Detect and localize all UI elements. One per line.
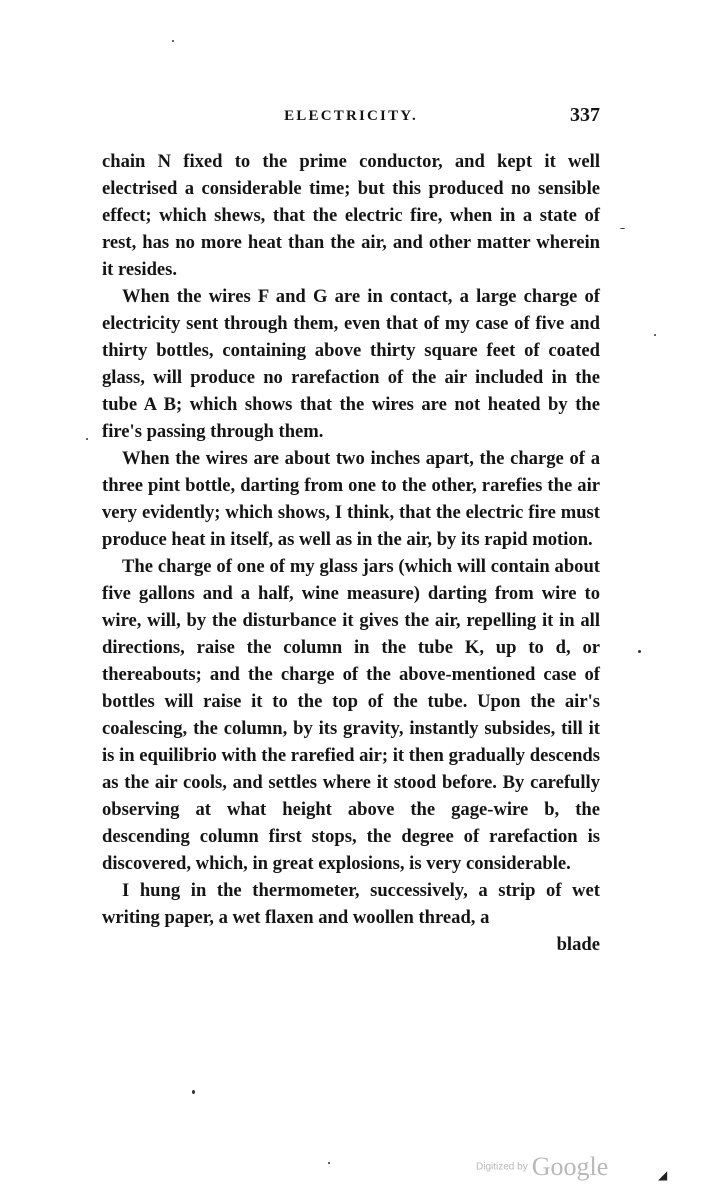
page-number: 337 — [570, 104, 600, 126]
corner-mark-icon: ◢ — [658, 1168, 668, 1182]
paragraph-1: chain N fixed to the prime conductor, and kept it well electrised a considerable time; but this produced no sensible effect; which shews, that the electric fire, when in a state of rest, has no more heat than the air, and other matter wherein it resides. — [102, 151, 600, 280]
ink-speck — [620, 228, 625, 229]
watermark-prefix: Digitized by — [476, 1161, 528, 1173]
body-text — [102, 148, 600, 958]
ink-speck — [328, 1162, 330, 1164]
paragraph-5: I hung in the thermometer, successively, a strip of wet writing paper, a wet flaxen and woollen thread, a — [102, 880, 600, 928]
paragraph-3: When the wires are about two inches apart, the charge of a three pint bottle, darting from one to the other, rarefies the air very evidently; which shows, I think, that the electric fire must produce heat in itself, as well as in the air, by its rapid motion. — [102, 448, 600, 550]
page-header — [102, 104, 600, 134]
ink-speck — [172, 40, 174, 42]
catchword: blade — [556, 934, 600, 955]
paragraph-2: When the wires F and G are in contact, a large charge of electricity sent through them, even that of my case of five and thirty bottles, containing above thirty square feet of coated glass, will produce no rarefaction of the air included in the tube A B; which shows that the wires are not heated by the fire's passing through them. — [102, 286, 600, 442]
running-title: ELECTRICITY. — [284, 108, 418, 124]
watermark-brand: Google — [531, 1152, 609, 1181]
ink-speck — [654, 334, 656, 336]
ink-speck — [192, 1090, 195, 1094]
paragraph-4: The charge of one of my glass jars (which will contain about five gallons and a half, wine measure) darting from wire to wire, will, by the disturbance it gives the air, repelling it in all directions, raise the column in the tube K, up to d, or thereabouts; and the charge of the above-mentioned case of bottles will raise it to the top of the tube. Upon the air's coalescing, the column, by its gravity, instantly subsides, till it is in equilibrio with the rarefied air; it then gradually descends as the air cools, and settles where it stood before. By carefully observing at what height above the gage-wire b, the descending column first stops, the degree of rarefaction is discovered, which, in great explosions, is very considerable. — [102, 556, 600, 874]
digitized-watermark — [476, 1152, 608, 1182]
ink-speck — [638, 650, 641, 653]
ink-speck — [86, 438, 88, 440]
